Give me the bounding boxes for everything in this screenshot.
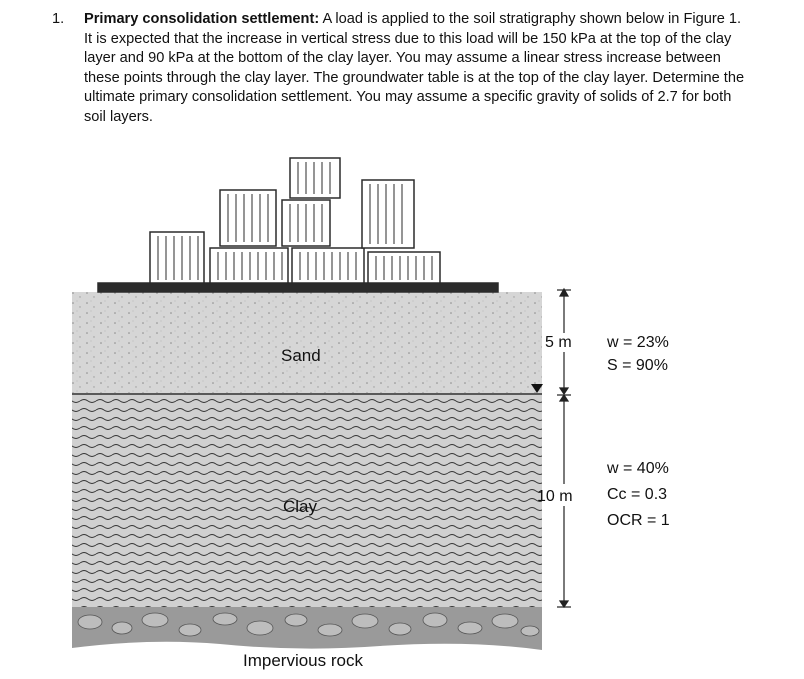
- clay-compression-index: Cc = 0.3: [607, 486, 668, 503]
- clay-water-content: w = 40%: [607, 460, 669, 477]
- rock-layer: [72, 607, 542, 650]
- sand-thickness: 5 m: [545, 334, 572, 351]
- clay-label: Clay: [283, 497, 318, 516]
- sand-saturation: S = 90%: [607, 357, 668, 374]
- sand-layer: [72, 292, 542, 393]
- rock-label: Impervious rock: [243, 651, 363, 670]
- sand-label: Sand: [281, 346, 321, 365]
- surface-load: [98, 158, 498, 292]
- problem-title: Primary consolidation settlement:: [84, 11, 320, 27]
- problem-number: 1.: [52, 11, 65, 27]
- clay-ocr: OCR = 1: [607, 512, 670, 529]
- sand-water-content: w = 23%: [607, 334, 669, 351]
- problem-text: A load is applied to the soil stratigraphy shown below in Figure 1. It is expected that the increase in vertical stress due to this load will be 150 kPa at the top of the clay layer and 90 kPa at the bottom of the clay layer. You may assume a linear stress increase between these points through the clay layer. The groundwater table is at the top of the clay layer. Determine the ultimate primary consolidation settlement. You may assume a specific gravity of solids of 2.7 for both soil layers.: [84, 11, 745, 125]
- clay-thickness: 10 m: [537, 488, 573, 505]
